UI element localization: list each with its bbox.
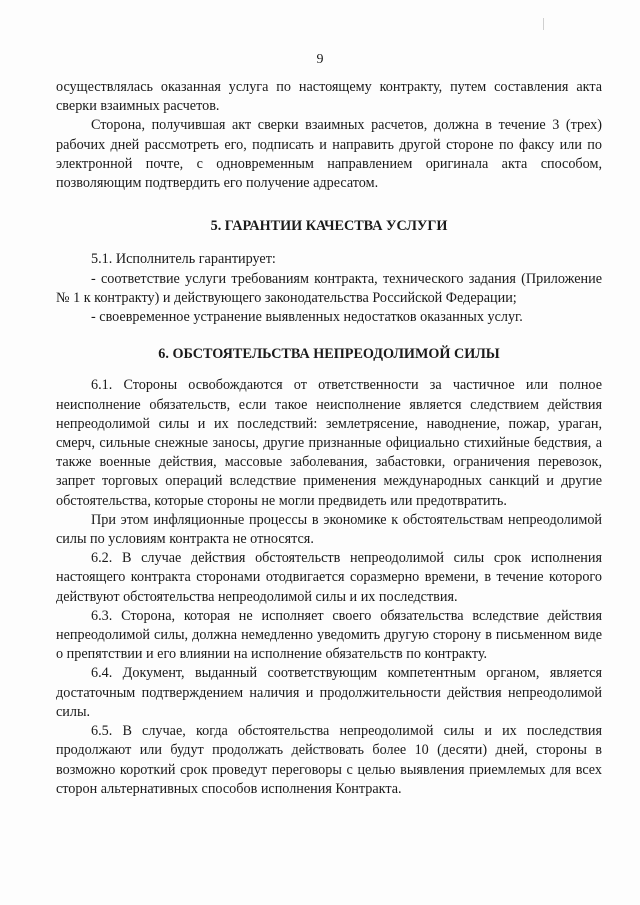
clause-6-5: 6.5. В случае, когда обстоятельства непреодолимой силы и их последствия продолжают или будут продолжать действовать более 10 (десяти) дней, стороны в возможно короткий срок проведут переговоры с целью выявления приемлемых для всех сторон альтернативных способов исполнения Контракта. <box>56 723 602 797</box>
clause-5-1: 5.1. Исполнитель гарантирует: <box>91 251 276 268</box>
clause-5-1-item-1: - соответствие услуги требованиям контракта, технического задания (Приложение № 1 к контракту) и действующего законодательства Российской Федерации; <box>56 270 602 306</box>
page-number: 9 <box>316 52 324 67</box>
clause-6-3: 6.3. Сторона, которая не исполняет своего обязательства вследствие действия непреодолимой силы, должна немедленно уведомить другую сторону в письменном виде о препятствии и его влиянии на исполнение обязательств по контракту. <box>56 607 602 663</box>
intro-paragraph: Сторона, получившая акт сверки взаимных расчетов, должна в течение 3 (трех) рабочих дней рассмотреть его, подписать и направить другой стороне по факсу или по электронной почте, с одновременным направлением оригинала акта способом, позволяющим подтвердить его получение адресатом. <box>56 117 602 192</box>
clause-6-2: 6.2. В случае действия обстоятельств непреодолимой силы срок исполнения настоящего контракта сторонами отодвигается соразмерно времени, в течение которого действуют обстоятельства непреодолимой силы и их последствия. <box>56 550 602 605</box>
document-body <box>56 78 602 799</box>
scan-artifact <box>543 18 544 30</box>
clause-6-1-note: При этом инфляционные процессы в экономике к обстоятельствам непреодолимой силы по условиям контракта не относятся. <box>56 511 602 548</box>
section-6-title: 6. ОБСТОЯТЕЛЬСТВА НЕПРЕОДОЛИМОЙ СИЛЫ <box>158 346 500 363</box>
clause-6-1: 6.1. Стороны освобождаются от ответственности за частичное или полное неисполнение обязательств, если такое неисполнение является следствием действия непреодолимой силы и их последствий: землетрясение, наводнение, пожар, ураган, смерч, сильные снежные заносы, другие признанные официально стихийные бедствия, а также военные действия, массовые заболевания, забастовки, ограничения перевозок, запрет торговых операций вследствие применения международных санкций и другие обстоятельства, которые стороны не могли предвидеть или предотвратить. <box>56 377 602 509</box>
clause-5-1-item-2: - своевременное устранение выявленных недостатков оказанных услуг. <box>91 309 523 326</box>
intro-paragraph-continued: осуществлялась оказанная услуга по настоящему контракту, путем составления акта сверки взаимных расчетов. <box>56 79 602 115</box>
section-5-title: 5. ГАРАНТИИ КАЧЕСТВА УСЛУГИ <box>210 218 448 235</box>
clause-6-4: 6.4. Документ, выданный соответствующим компетентным органом, является достаточным подтверждением наличия и продолжительности действия непреодолимой силы. <box>56 665 602 720</box>
